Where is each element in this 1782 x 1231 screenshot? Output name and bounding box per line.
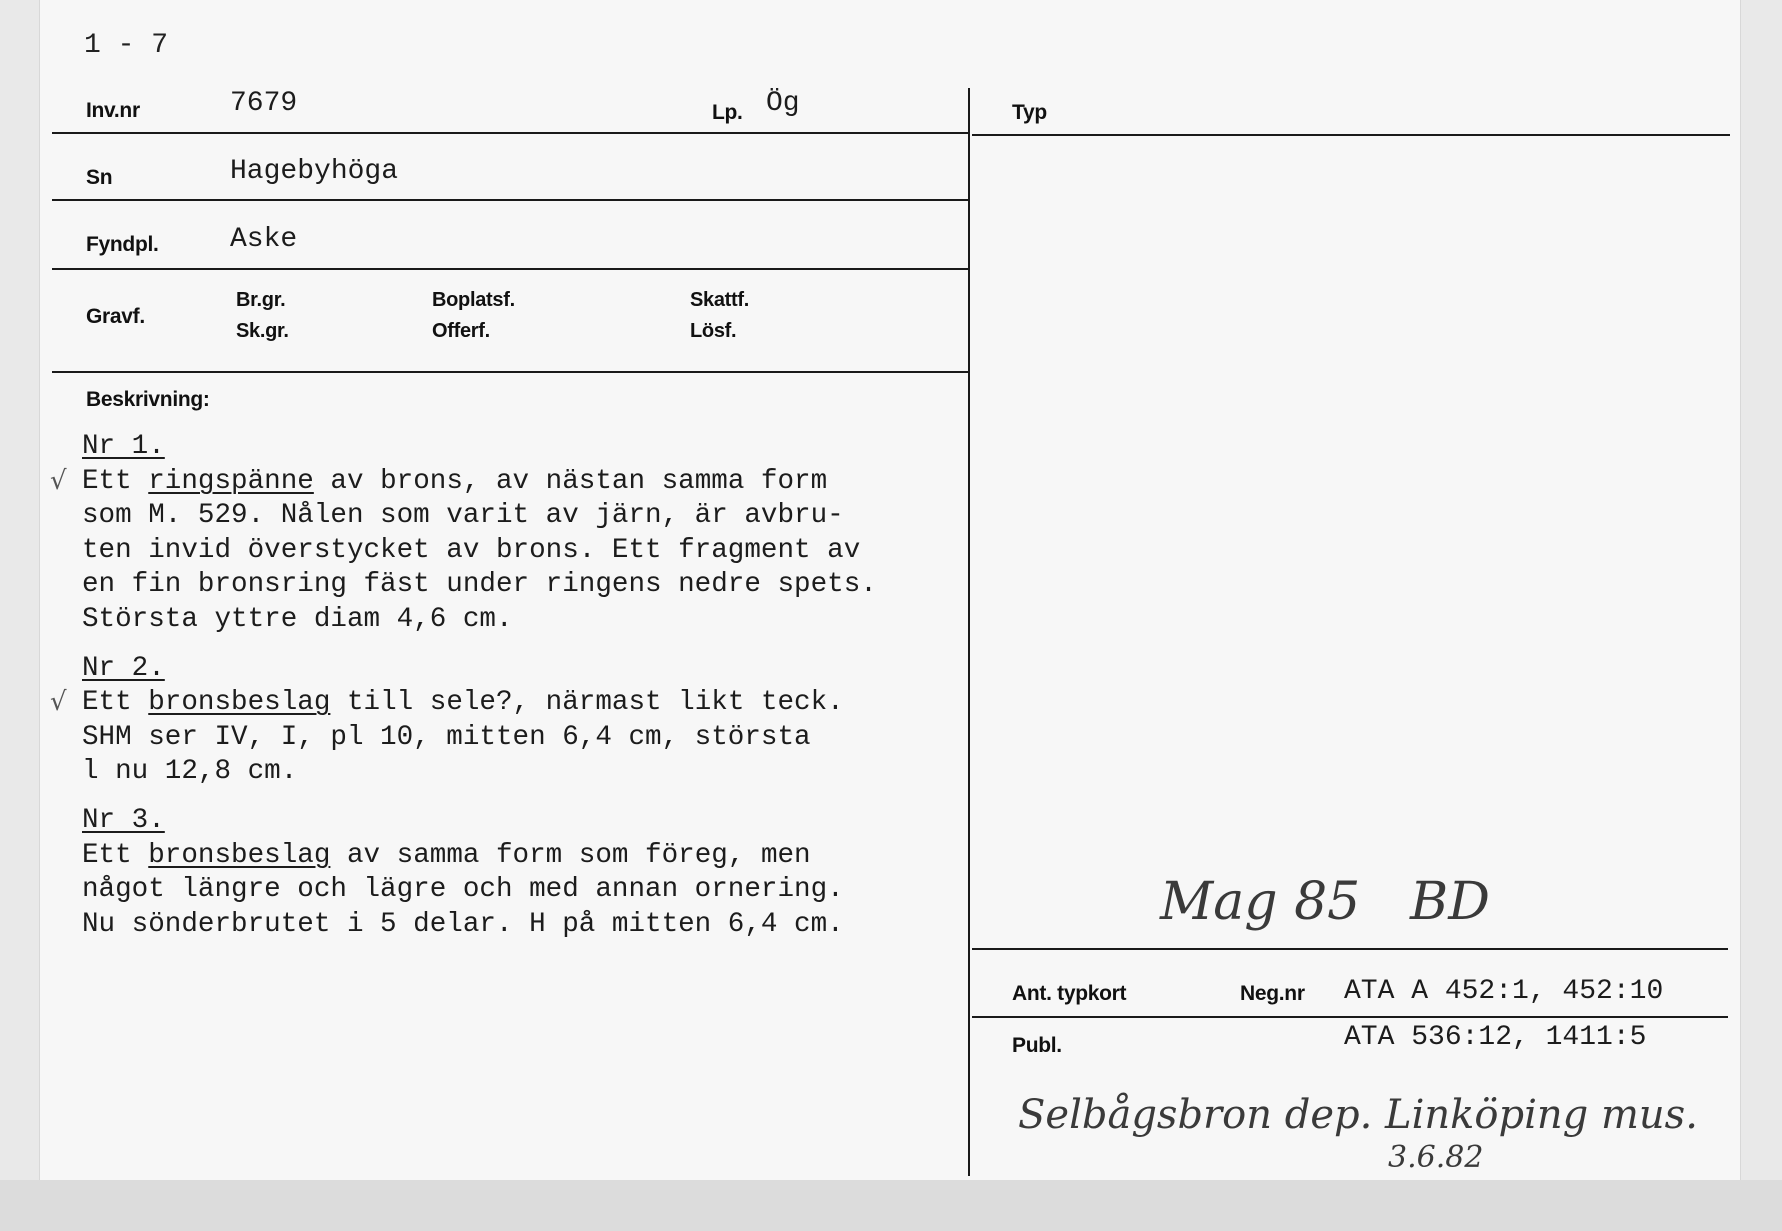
column-divider: [968, 88, 970, 1176]
ant-typkort-label: Ant. typkort: [1012, 982, 1127, 1005]
beskrivning-label: Beskrivning:: [86, 388, 210, 411]
rule-fyndpl: [52, 268, 968, 270]
boplatsf-label: Boplatsf.: [432, 289, 515, 311]
rule-negnr: [972, 1016, 1728, 1018]
item-heading: Nr 3.: [82, 804, 165, 836]
check-mark-icon: √: [50, 687, 67, 717]
card-number: 1 - 7: [84, 30, 169, 61]
publ-label: Publ.: [1012, 1034, 1062, 1057]
description-body: [82, 430, 877, 942]
offerf-label: Offerf.: [432, 320, 490, 342]
rule-sn: [52, 199, 968, 201]
neg-nr-label: Neg.nr: [1240, 982, 1305, 1005]
description-line: l nu 12,8 cm.: [82, 756, 298, 788]
typ-label: Typ: [1012, 101, 1047, 124]
description-line: som M. 529. Nålen som varit av järn, är avbru-: [82, 500, 844, 532]
description-line: något längre och lägre och med annan ornering.: [82, 874, 844, 906]
br-gr-label: Br.gr.: [236, 289, 286, 311]
rule-typ-bottom: [972, 948, 1728, 950]
inv-nr-label: Inv.nr: [86, 99, 140, 122]
description-line: Ett ringspänne av brons, av nästan samma form: [82, 465, 828, 497]
inv-nr-value: 7679: [230, 88, 298, 119]
skattf-label: Skattf.: [690, 289, 750, 311]
sk-gr-label: Sk.gr.: [236, 320, 289, 342]
description-line: Nu sönderbrutet i 5 delar. H på mitten 6,4 cm.: [82, 908, 844, 940]
rule-typ: [972, 134, 1730, 136]
check-mark-icon: √: [50, 466, 67, 496]
item-heading: Nr 1.: [82, 431, 165, 462]
description-line: Ett bronsbeslag till sele?, närmast likt teck.: [82, 687, 844, 719]
deposit-date: 3.6.82: [1388, 1140, 1484, 1175]
sn-value: Hagebyhöga: [230, 156, 399, 187]
description-line: Största yttre diam 4,6 cm.: [82, 603, 513, 635]
magazine-note: Mag 85: [1160, 872, 1361, 932]
deposit-note: Selbågsbron dep. Linköping mus.: [1018, 1092, 1698, 1138]
sn-label: Sn: [86, 166, 113, 189]
publ-value: ATA 536:12, 1411:5: [1344, 1022, 1647, 1053]
fyndpl-label: Fyndpl.: [86, 233, 159, 256]
rule-invnr: [52, 132, 968, 134]
fyndpl-value: Aske: [230, 224, 298, 255]
lp-label: Lp.: [712, 101, 743, 124]
losf-label: Lösf.: [690, 320, 737, 342]
item-heading: Nr 2.: [82, 652, 165, 684]
lp-value: Ög: [766, 88, 800, 119]
description-line: en fin bronsring fäst under ringens nedre spets.: [82, 569, 877, 601]
description-line: SHM ser IV, I, pl 10, mitten 6,4 cm, största: [82, 721, 811, 753]
description-line: Ett bronsbeslag av samma form som föreg, men: [82, 839, 811, 871]
gravf-label: Gravf.: [86, 305, 145, 328]
initials: BD: [1410, 872, 1490, 932]
neg-nr-value: ATA A 452:1, 452:10: [1344, 976, 1664, 1007]
description-line: ten invid överstycket av brons. Ett fragment av: [82, 534, 861, 566]
rule-gravf: [52, 371, 968, 373]
scan-background: [0, 1180, 1782, 1231]
